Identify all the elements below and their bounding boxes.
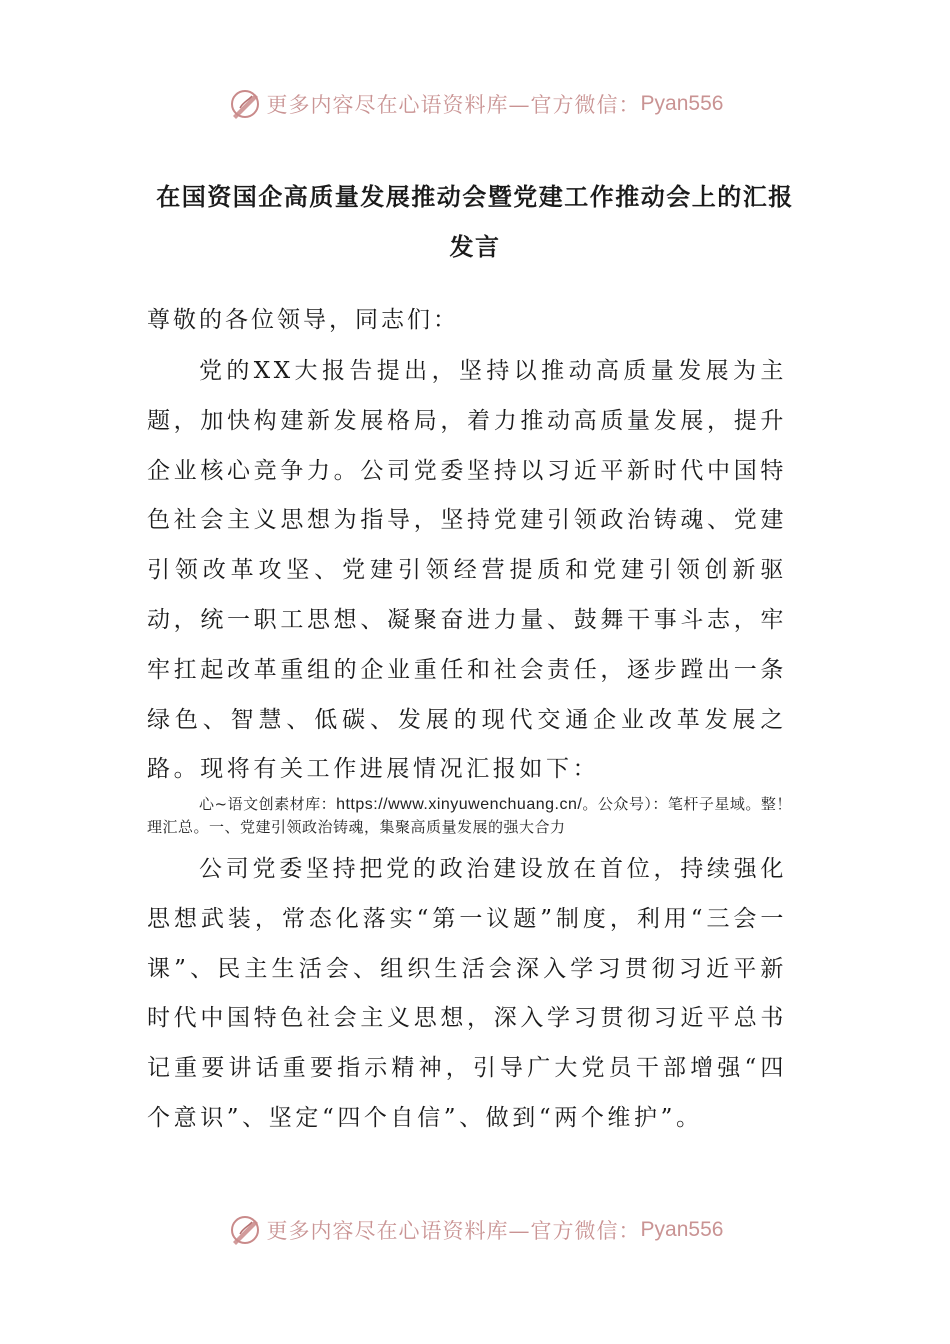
paragraph-intro: 党的XX大报告提出，坚持以推动高质量发展为主题，加快构建新发展格局，着力推动高质量发展，提升企业核心竞争力。公司党委坚持以习近平新时代中国特色社会主义思想为指导，坚持党建引领政治铸魂、党建引领改革攻坚、党建引领经营提质和党建引领创新驱动，统一职工思想、凝聚奋进力量、鼓舞干事斗志，牢牢扛起改革重组的企业重任和社会责任，逐步蹚出一条绿色、智慧、低碳、发展的现代交通企业改革发展之路。现将有关工作进展情况汇报如下： [147, 358, 787, 783]
note-prefix: 心~语文创素材库： [199, 795, 337, 813]
banner-wechat-id: Pyan556 [640, 1218, 724, 1241]
banner-wechat-id: Pyan556 [640, 92, 724, 115]
source-note [147, 793, 807, 838]
note-url-link[interactable]: https://www.xinyuwenchuang.cn/ [336, 796, 583, 813]
pen-logo-icon [227, 1212, 263, 1248]
title-line-2: 发言 [449, 233, 501, 261]
salutation: 尊敬的各位领导，同志们： [147, 307, 459, 333]
note-suffix: 。公众号）：笔杆子星域。整！理汇总。一、党建引领政治铸魂，集聚高质量发展的强大合力 [147, 795, 792, 836]
document-title [150, 172, 800, 272]
banner-text: 更多内容尽在心语资料库—官方微信： [266, 1219, 641, 1243]
banner-text: 更多内容尽在心语资料库—官方微信： [266, 93, 641, 117]
paragraph-section-one: 公司党委坚持把党的政治建设放在首位，持续强化思想武装，常态化落实“第一议题”制度，利用“三会一课”、民主生活会、组织生活会深入学习贯彻习近平新时代中国特色社会主义思想，深入学习贯彻习近平总书记重要讲话重要指示精神，引导广大党员干部增强“四个意识”、坚定“四个自信”、做到“两个维护”。 [147, 856, 787, 1131]
pen-logo-icon [227, 86, 263, 122]
footer-watermark-banner [0, 1210, 950, 1250]
title-line-1: 在国资国企高质量发展推动会暨党建工作推动会上的汇报 [156, 183, 794, 211]
header-watermark-banner [0, 84, 950, 124]
